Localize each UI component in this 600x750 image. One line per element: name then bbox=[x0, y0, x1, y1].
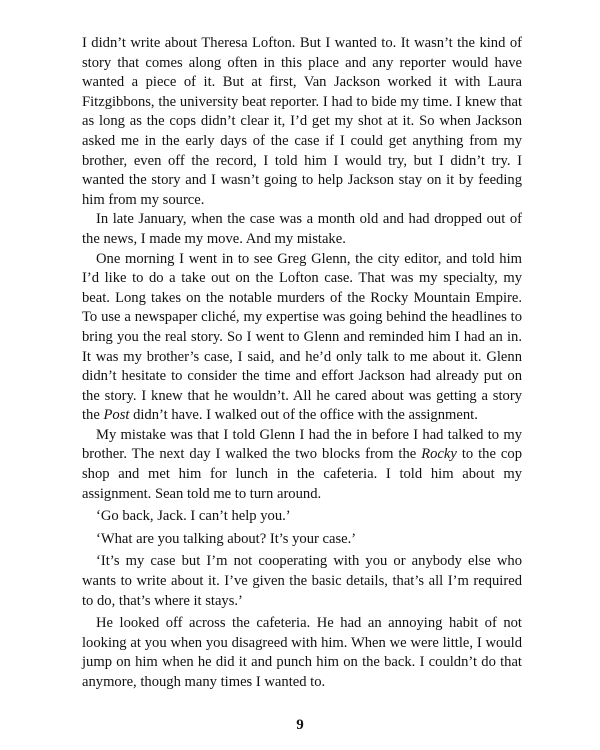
paragraph-6: ‘What are you talking about? It’s your case.’ bbox=[96, 530, 357, 547]
paragraph-1: I didn’t write about Theresa Lofton. But I wanted to. It wasn’t the kind of story that comes along often in this place and any reporter would have wanted a piece of it. But at first, Van Jackson worked it with Laura Fitzgibbons, the university beat reporter. I had to bide my time. I knew that as long as the cops didn’t clear it, I’d get my shot at it. So when Jackson asked me in the early days of the case if I could get anything from my brother, even off the record, I told him I would try, but I didn’t try. I wanted the story and I wasn’t going to help Jackson stay on it by feeding him from my source. bbox=[82, 35, 522, 208]
page-number: 9 bbox=[296, 717, 304, 733]
emphasis-rocky: Rocky bbox=[421, 446, 457, 463]
paragraph-4: My mistake was that I told Glenn I had the in before I had talked to my brother. The next day I walked the two blocks from the Rocky to the cop shop and met him for lunch in the cafeteria. I told him about my assignment. Sean told me to turn around. bbox=[82, 426, 522, 502]
body-text bbox=[82, 34, 522, 693]
paragraph-3: One morning I went in to see Greg Glenn, the city editor, and told him I’d like to do a take out on the Lofton case. That was my specialty, my beat. Long takes on the notable murders of the Rocky Mountain Empire. To use a newspaper cliché, my expertise was going behind the headlines to bring you the real story. So I went to Glenn and reminded him I had an in. It was my brother’s case, I said, and he’d only talk to me about it. Glenn didn’t hesitate to consider the time and effort Jackson had already put on the story. I knew that he wouldn’t. All he cared about was getting a story the Post didn’t have. I walked out of the office with the assignment. bbox=[82, 250, 522, 424]
emphasis-post: Post bbox=[103, 407, 130, 424]
paragraph-5: ‘Go back, Jack. I can’t help you.’ bbox=[96, 508, 291, 525]
paragraph-2: In late January, when the case was a month old and had dropped out of the news, I made my move. And my mistake. bbox=[82, 211, 522, 247]
paragraph-8: He looked off across the cafeteria. He had an annoying habit of not looking at you when you disagreed with him. When we were little, I would jump on him when he did it and punch him on the back. I couldn’t do that anymore, though many times I wanted to. bbox=[82, 615, 522, 690]
paragraph-7: ‘It’s my case but I’m not cooperating with you or anybody else who wants to write about it. I’ve given the basic details, that’s all I’m required to do, that’s where it stays.’ bbox=[82, 553, 522, 609]
